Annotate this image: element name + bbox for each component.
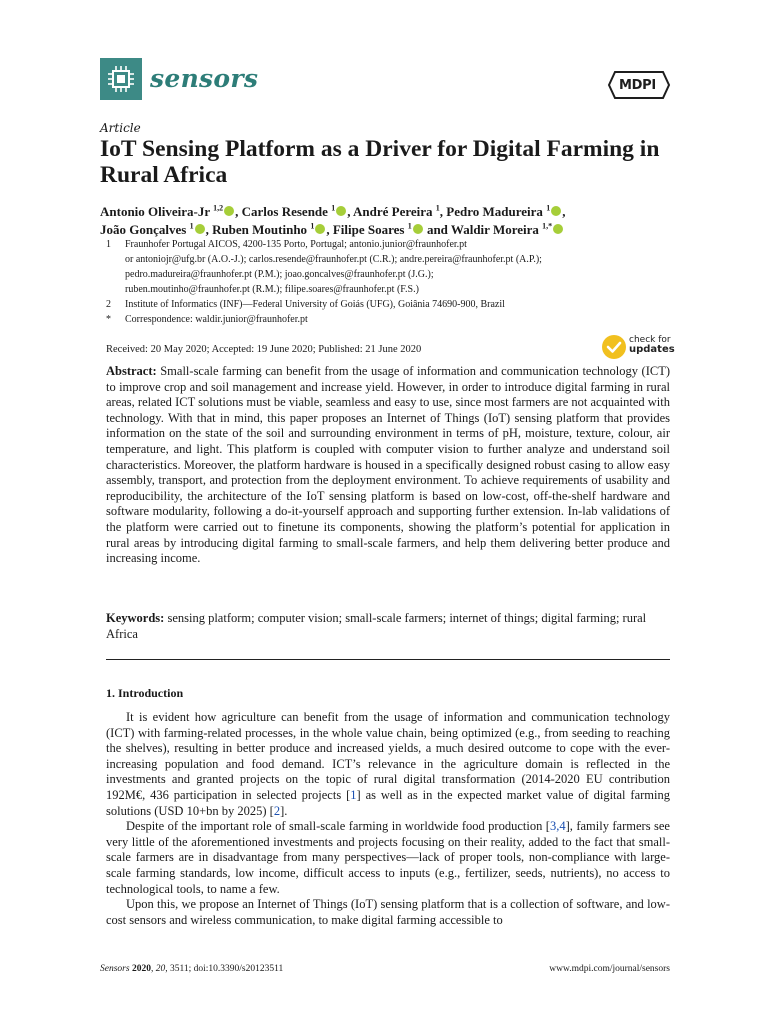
author-name: Ruben Moutinho bbox=[212, 222, 308, 237]
check-updates-icon bbox=[602, 335, 626, 359]
abstract bbox=[106, 364, 670, 567]
orcid-icon[interactable] bbox=[315, 224, 325, 234]
affiliation-line: pedro.madureira@fraunhofer.pt (P.M.); joao.goncalves@fraunhofer.pt (J.G.); bbox=[125, 269, 434, 280]
orcid-icon[interactable] bbox=[336, 206, 346, 216]
affiliation-line: or antoniojr@ufg.br (A.O.-J.); carlos.resende@fraunhofer.pt (C.R.); andre.pereira@fraunhofer.pt (A.P.); bbox=[125, 254, 542, 265]
keywords bbox=[106, 611, 670, 642]
section-heading: 1. Introduction bbox=[106, 686, 184, 700]
check-updates-line2: updates bbox=[629, 344, 675, 355]
citation-link[interactable]: 1 bbox=[350, 787, 357, 802]
footer-citation: Sensors 2020, 20, 3511; doi:10.3390/s20123511 bbox=[100, 964, 284, 974]
keywords-label: Keywords: bbox=[106, 611, 165, 625]
keywords-text: sensing platform; computer vision; small-scale farmers; internet of things; digital farming; rural Africa bbox=[106, 611, 647, 641]
affiliation-item bbox=[100, 297, 680, 312]
author-separator: , bbox=[347, 204, 353, 219]
affiliation-line: Institute of Informatics (INF)—Federal University of Goiás (UFG), Goiânia 74690-900, Brazil bbox=[125, 299, 505, 310]
author-affiliation-mark: 1 bbox=[407, 221, 412, 231]
orcid-icon[interactable] bbox=[224, 206, 234, 216]
author-name: Filipe Soares bbox=[332, 222, 405, 237]
citation-link[interactable]: 3,4 bbox=[549, 819, 566, 834]
footer-volume: 20 bbox=[155, 964, 166, 974]
affiliation-line: Fraunhofer Portugal AICOS, 4200-135 Porto, Portugal; antonio.junior@fraunhofer.pt bbox=[125, 239, 467, 250]
footer-doi: , 3511; doi:10.3390/s20123511 bbox=[165, 964, 284, 974]
author-name: João Gonçalves bbox=[100, 222, 187, 237]
orcid-icon[interactable] bbox=[195, 224, 205, 234]
author-list bbox=[100, 203, 680, 239]
author-separator: , bbox=[235, 204, 242, 219]
citation-link[interactable]: 2 bbox=[273, 803, 281, 818]
paragraph bbox=[106, 710, 670, 819]
journal-logo-icon bbox=[100, 58, 142, 100]
affiliation-mark: 1 bbox=[106, 239, 111, 250]
paragraph bbox=[106, 819, 670, 897]
publisher-name: MDPI bbox=[619, 78, 656, 93]
affiliation-item bbox=[100, 237, 680, 297]
abstract-text: Small-scale farming can benefit from the usage of information and communication technology (ICT) to improve crop and soil management and increase yield. However, in order to introduce digital farming in rural areas, related ICT solutions must be viable, seamless and easy to use, since most farmers are not acquainted with technology. With that in mind, this paper proposes an Internet of Things (IoT) sensing platform that provides information on the state of the soil and surrounding environment in terms of pH, moisture, texture, colour, air temperature, and light. This platform is coupled with computer vision to further analyze and understand soil characteristics. Moreover, the platform hardware is housed in a specifically designed robust casing to allow easy assembly, transport, and protection from the deployment environment. To achieve requirements of usability and reproducibility, the architecture of the IoT sensing platform is based on low-cost, off-the-shelf hardware and software modularity, following a do-it-yourself approach and supporting further extension. In-lab validations of the platform were carried out to finetune its components, showing the platform’s potential for application in rural areas by introducing digital farming to small-scale farmers, and help them delivering better produce and increasing income. bbox=[106, 364, 670, 566]
author-separator: and bbox=[423, 222, 451, 237]
journal-name: sensors bbox=[150, 64, 259, 93]
abstract-label: Abstract: bbox=[106, 364, 157, 378]
orcid-icon[interactable] bbox=[553, 224, 563, 234]
author-separator: , bbox=[205, 222, 213, 237]
author-affiliation-mark: 1 bbox=[546, 203, 551, 213]
paragraph-text: It is evident how agriculture can benefit from the usage of information and communication technology (ICT) with farming-related processes, in the whole value chain, being optimized (e.g., from seeding to reaching the shelves), resulting in better produce and increased yields, a much desired outcome to cope with the ever-increasing population and food demand. ICT’s relevance in the agriculture domain is reflected in the investments and granted projects on the topic of rural digital transformation (2014-2020 EU contribution 192M€, 436 participation in selected projects [ bbox=[106, 710, 670, 802]
section-divider bbox=[106, 659, 670, 660]
check-for-updates-badge[interactable] bbox=[602, 334, 682, 360]
paragraph-text: ], family farmers see very little of the aforementioned investments and projects focusing on their reality, added to the fact that small-scale farmers are in disadvantage from many perspectives—lack of proper tools, non-compliance with large-scale farming standards, low income, difficult access to inputs (e.g., fertilizer, seeds, nutrients), no access to technological tools, to name a few. bbox=[106, 819, 670, 896]
footer-journal: Sensors bbox=[100, 964, 130, 974]
author-separator: , bbox=[326, 222, 333, 237]
mdpi-logo bbox=[607, 70, 671, 100]
footer-year: 2020 bbox=[131, 964, 151, 974]
affiliation-text bbox=[125, 312, 685, 327]
received-dates: Received: 20 May 2020; Accepted: 19 June 2020; Published: 21 June 2020 bbox=[106, 344, 422, 355]
affiliation-line: ruben.moutinho@fraunhofer.pt (R.M.); filipe.soares@fraunhofer.pt (F.S.) bbox=[125, 284, 419, 295]
author-affiliation-mark: 1,2 bbox=[213, 203, 224, 213]
affiliation-text bbox=[125, 297, 685, 312]
paragraph-text: Upon this, we propose an Internet of Things (IoT) sensing platform that is a collection of software, and low-cost sensors and wireless communication, to make digital farming accessible to bbox=[106, 897, 670, 927]
author-name: Carlos Resende bbox=[241, 204, 328, 219]
check-updates-label bbox=[629, 335, 675, 355]
orcid-icon[interactable] bbox=[551, 206, 561, 216]
check-updates-line1: check for bbox=[629, 335, 671, 345]
footer-url[interactable]: www.mdpi.com/journal/sensors bbox=[549, 964, 670, 974]
affiliation-item bbox=[100, 312, 680, 327]
orcid-icon[interactable] bbox=[413, 224, 423, 234]
author-separator: , bbox=[562, 204, 566, 219]
affiliation-mark: * bbox=[106, 314, 111, 325]
author-name: André Pereira bbox=[352, 204, 433, 219]
paragraph bbox=[106, 897, 670, 928]
affiliation-mark: 2 bbox=[106, 299, 111, 310]
paper-title: IoT Sensing Platform as a Driver for Digital Farming in Rural Africa bbox=[100, 136, 660, 188]
affiliation-line: Correspondence: waldir.junior@fraunhofer.pt bbox=[125, 314, 308, 325]
affiliation-text bbox=[125, 237, 685, 297]
author-affiliation-mark: 1 bbox=[435, 203, 440, 213]
author-affiliation-mark: 1 bbox=[189, 221, 194, 231]
author-name: Pedro Madureira bbox=[446, 204, 543, 219]
author-affiliation-mark: 1,* bbox=[542, 221, 553, 231]
paragraph-text: ] as well as in the expected market value of digital farming solutions (USD 10+bn by 2025) [ bbox=[106, 787, 670, 818]
body-text bbox=[106, 710, 670, 928]
author-affiliation-mark: 1 bbox=[331, 203, 336, 213]
paragraph-text: Despite of the important role of small-scale farming in worldwide food production [ bbox=[126, 819, 550, 834]
author-affiliation-mark: 1 bbox=[310, 221, 315, 231]
author-name: Antonio Oliveira-Jr bbox=[100, 204, 210, 219]
paragraph-text: ]. bbox=[280, 803, 288, 818]
author-name: Waldir Moreira bbox=[450, 222, 539, 237]
article-type: Article bbox=[100, 121, 141, 135]
author-separator: , bbox=[439, 204, 447, 219]
